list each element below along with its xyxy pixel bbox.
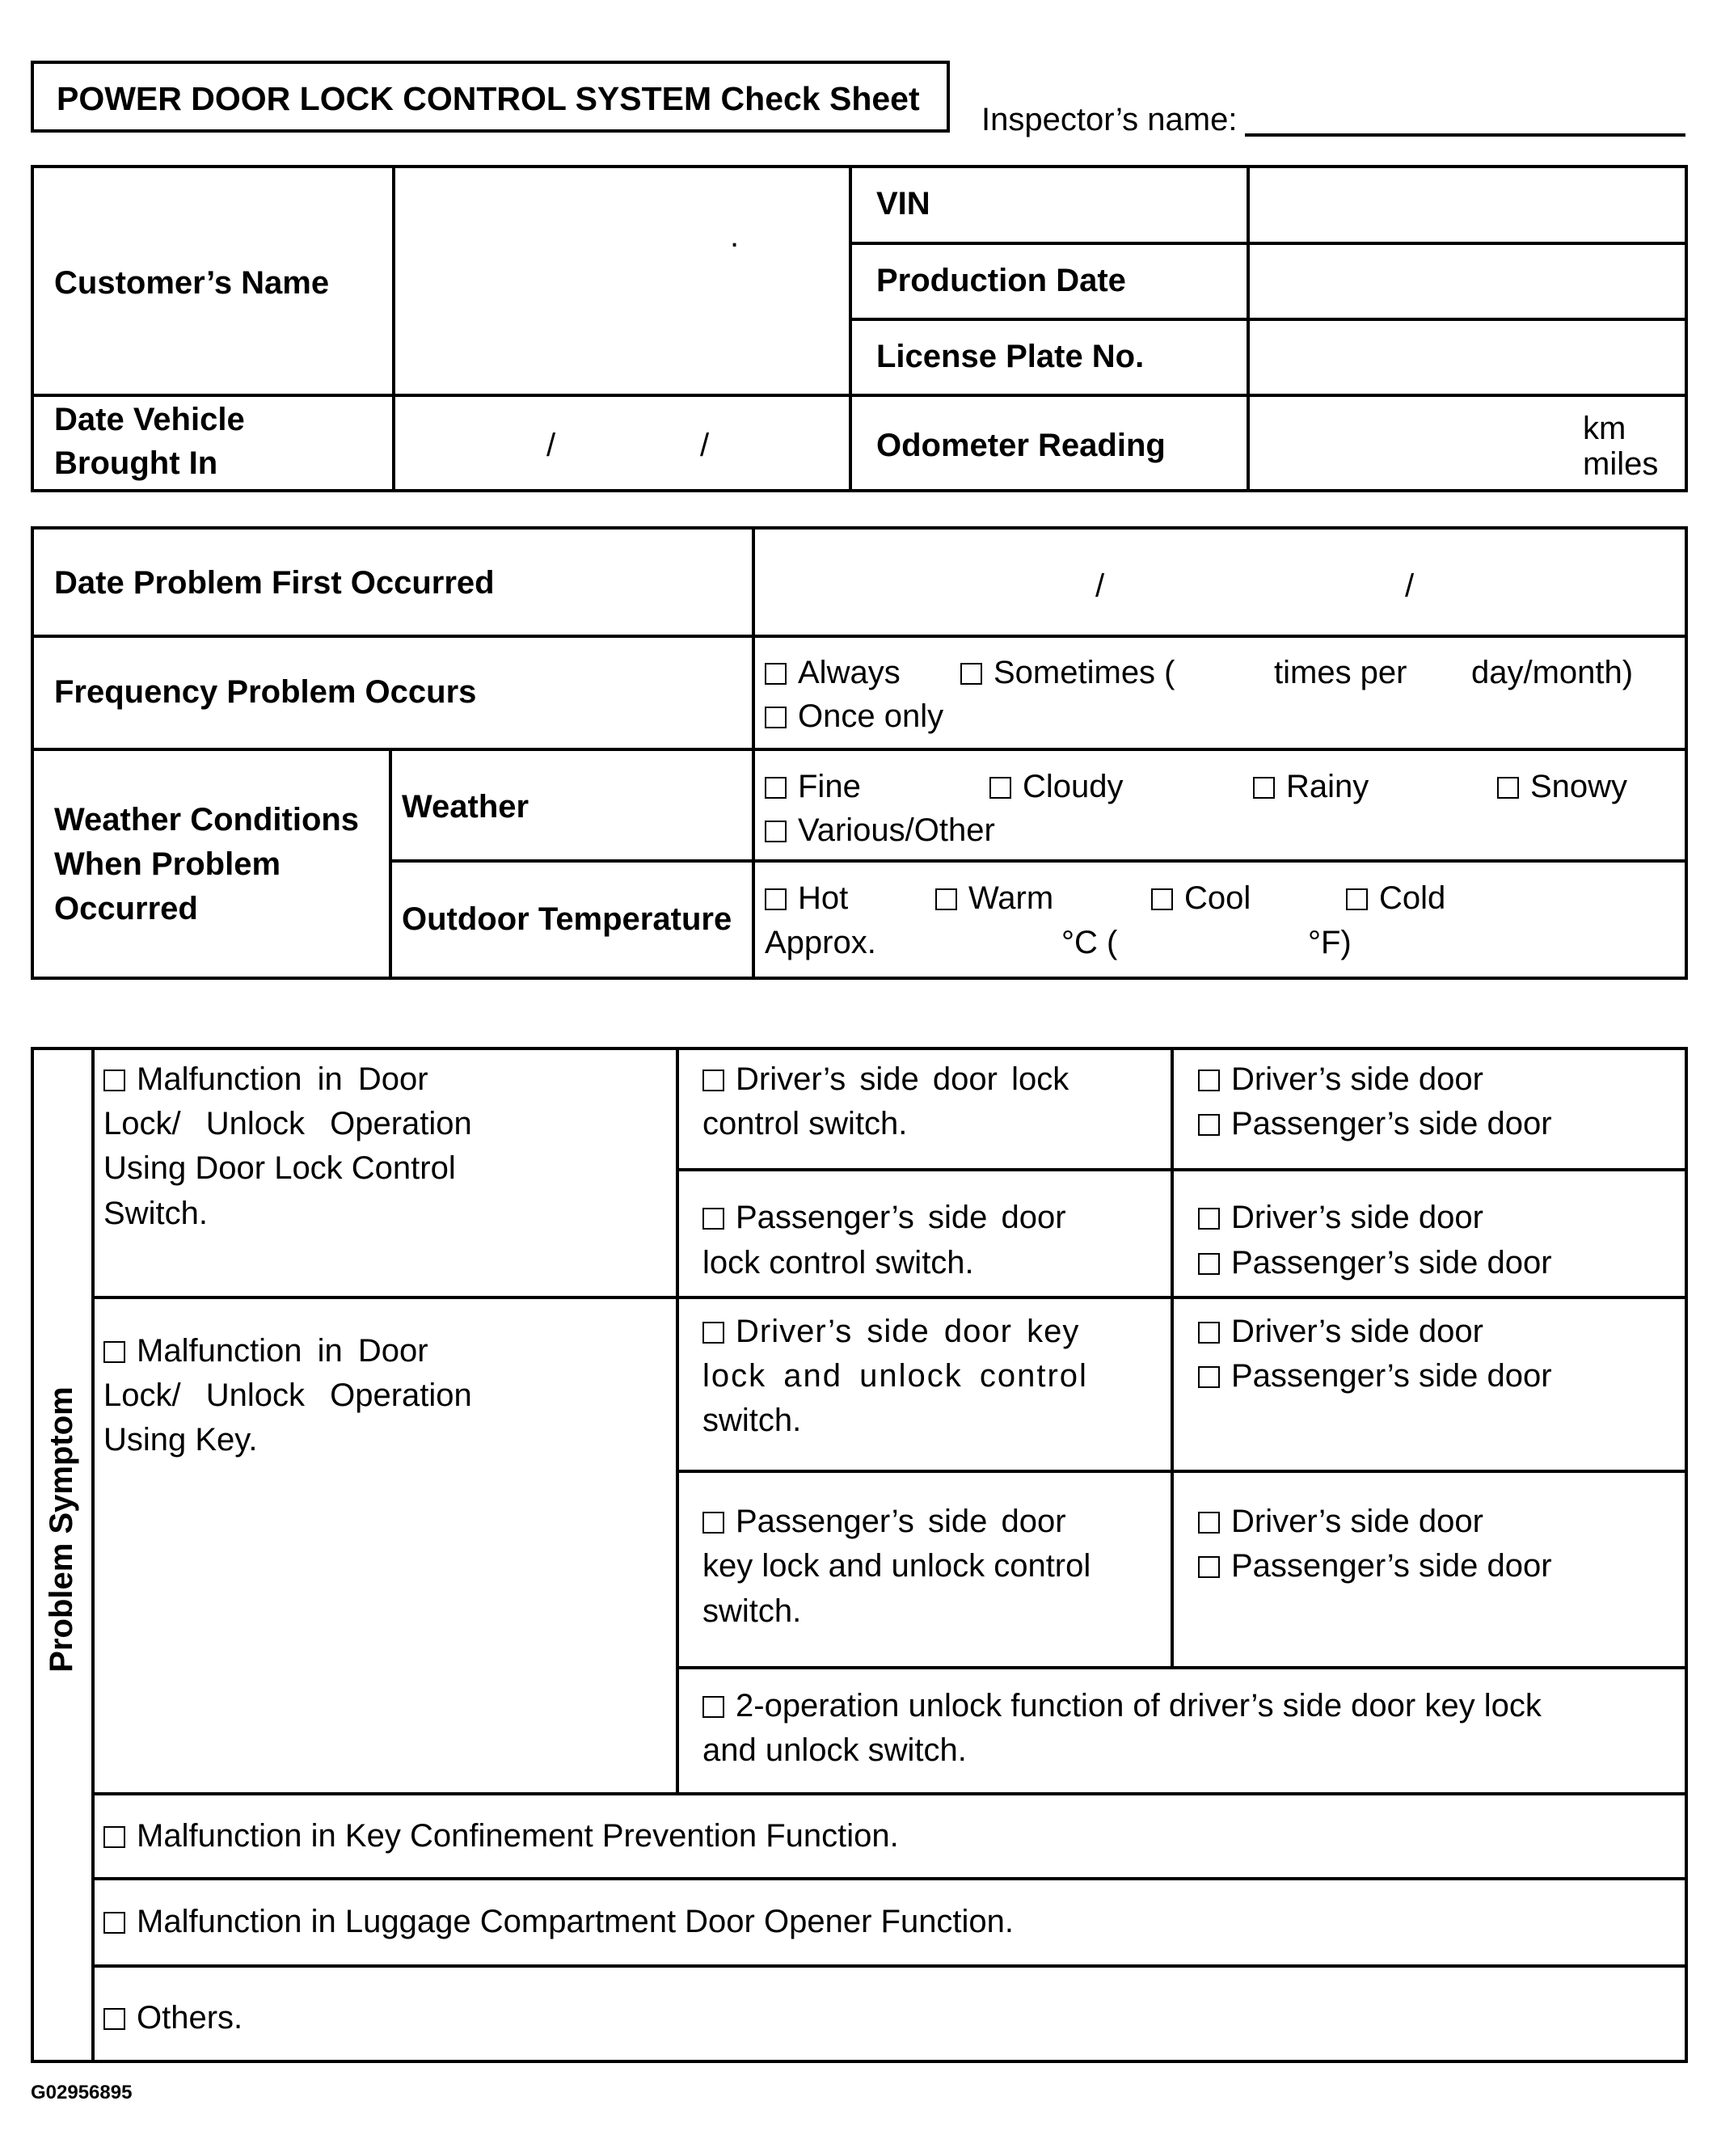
freq-always-option[interactable]: Always (765, 656, 901, 689)
checkbox[interactable] (1198, 1322, 1220, 1344)
figure-code: G02956895 (31, 2082, 133, 2103)
driver-door-option[interactable]: Driver’s side door (1198, 1315, 1483, 1348)
passenger-door-option[interactable]: Passenger’s side door (1198, 1550, 1552, 1582)
checkbox[interactable] (1198, 1556, 1220, 1578)
symptom-text: and unlock switch. (702, 1732, 967, 1768)
inspector-name-field[interactable] (1245, 133, 1685, 137)
freq-day-month-label: day/month) (1471, 655, 1634, 690)
vin-field[interactable] (1250, 168, 1685, 242)
weather-various-option[interactable]: Various/Other (765, 814, 995, 846)
passenger-door-option[interactable]: Passenger’s side door (1198, 1360, 1552, 1392)
checkbox[interactable] (765, 821, 787, 842)
passenger-door-option[interactable]: Passenger’s side door (1198, 1108, 1552, 1140)
checkbox[interactable] (103, 1826, 125, 1848)
weather-snowy-option[interactable]: Snowy (1497, 770, 1627, 803)
checkbox[interactable] (765, 707, 787, 728)
license-plate-label: License Plate No. (876, 339, 1145, 374)
checkbox[interactable] (103, 1341, 125, 1363)
checkbox[interactable] (1497, 777, 1519, 799)
unit-miles: miles (1583, 446, 1659, 482)
symptom-text: lock control switch. (702, 1245, 974, 1281)
date-separator: / (700, 428, 710, 463)
symptom-text: Switch. (103, 1196, 208, 1231)
key-operation-malfunction-option[interactable]: Malfunction in Door (103, 1335, 428, 1367)
checkbox[interactable] (1198, 1512, 1220, 1534)
others-option[interactable]: Others. (103, 2002, 243, 2034)
weather-cloudy-option[interactable]: Cloudy (989, 770, 1124, 803)
door-lock-switch-malfunction-option[interactable]: Malfunction in Door (103, 1063, 428, 1095)
checkbox[interactable] (702, 1512, 724, 1534)
problem-symptom-label: Problem Symptom (44, 1386, 79, 1673)
freq-once-option[interactable]: Once only (765, 700, 943, 732)
checkbox[interactable] (103, 1912, 125, 1934)
date-separator: / (1405, 568, 1415, 604)
checkbox[interactable] (765, 663, 787, 685)
checkbox[interactable] (765, 777, 787, 799)
symptom-text: control switch. (702, 1106, 908, 1141)
production-date-label: Production Date (876, 263, 1126, 298)
odometer-label: Odometer Reading (876, 428, 1166, 463)
symptom-text: key lock and unlock control (702, 1548, 1091, 1584)
checkbox[interactable] (1198, 1253, 1220, 1275)
luggage-opener-option[interactable]: Malfunction in Luggage Compartment Door Opener Function. (103, 1905, 1014, 1938)
frequency-label: Frequency Problem Occurs (54, 674, 477, 710)
checkbox[interactable] (702, 1208, 724, 1230)
temp-fahrenheit-label: °F) (1308, 925, 1352, 960)
checkbox[interactable] (702, 1322, 724, 1344)
checkbox[interactable] (1198, 1070, 1220, 1091)
driver-door-option[interactable]: Driver’s side door (1198, 1505, 1483, 1538)
customer-name-field[interactable] (395, 168, 849, 394)
checkbox[interactable] (1198, 1208, 1220, 1230)
checkbox[interactable] (935, 888, 957, 910)
checkbox[interactable] (103, 1070, 125, 1091)
key-confinement-option[interactable]: Malfunction in Key Confinement Prevention Function. (103, 1820, 899, 1852)
driver-door-option[interactable]: Driver’s side door (1198, 1063, 1483, 1095)
license-plate-field[interactable] (1250, 321, 1685, 394)
customer-name-mark: . (730, 218, 740, 254)
date-brought-in-label-1: Date Vehicle (54, 402, 245, 437)
driver-lock-switch-option[interactable]: Driver’s side door lock (702, 1063, 1069, 1095)
freq-sometimes-option[interactable]: Sometimes ( (960, 656, 1175, 689)
checkbox[interactable] (702, 1070, 724, 1091)
temp-approx-label: Approx. (765, 925, 876, 960)
checkbox[interactable] (989, 777, 1011, 799)
conditions-label-1: Weather Conditions (54, 802, 360, 838)
temp-cold-option[interactable]: Cold (1346, 882, 1445, 914)
symptom-text: Using Door Lock Control (103, 1150, 456, 1186)
outdoor-temperature-label: Outdoor Temperature (402, 901, 732, 937)
checkbox[interactable] (765, 888, 787, 910)
weather-fine-option[interactable]: Fine (765, 770, 861, 803)
temp-hot-option[interactable]: Hot (765, 882, 848, 914)
freq-times-per-label: times per (1274, 655, 1407, 690)
temp-celsius-label: °C ( (1061, 925, 1118, 960)
symptom-text: lock and unlock control (702, 1358, 1088, 1394)
date-separator: / (1095, 568, 1105, 604)
two-operation-unlock-option[interactable]: 2-operation unlock function of driver’s side door key lock (702, 1690, 1542, 1722)
conditions-label-3: Occurred (54, 891, 198, 926)
checkbox[interactable] (103, 2008, 125, 2030)
checkbox[interactable] (1198, 1114, 1220, 1136)
passenger-key-switch-option[interactable]: Passenger’s side door (702, 1505, 1066, 1538)
symptom-text: switch. (702, 1403, 802, 1438)
date-brought-in-field[interactable] (395, 397, 849, 489)
checkbox[interactable] (702, 1696, 724, 1718)
date-brought-in-label-2: Brought In (54, 445, 218, 481)
checkbox[interactable] (1253, 777, 1275, 799)
passenger-lock-switch-option[interactable]: Passenger’s side door (702, 1201, 1066, 1234)
conditions-label-2: When Problem (54, 846, 281, 882)
checkbox[interactable] (1151, 888, 1173, 910)
page-title: POWER DOOR LOCK CONTROL SYSTEM Check Sheet (57, 80, 920, 117)
symptom-text: switch. (702, 1593, 802, 1629)
inspector-label: Inspector’s name: (981, 102, 1238, 137)
vin-label: VIN (876, 186, 930, 222)
checkbox[interactable] (1346, 888, 1368, 910)
driver-door-option[interactable]: Driver’s side door (1198, 1201, 1483, 1234)
symptom-text: Lock/ Unlock Operation (103, 1378, 472, 1413)
driver-key-switch-option[interactable]: Driver’s side door key (702, 1315, 1079, 1348)
checkbox[interactable] (960, 663, 982, 685)
date-separator: / (546, 428, 556, 463)
weather-label: Weather (402, 789, 529, 825)
unit-km: km (1583, 411, 1626, 446)
symptom-text: Using Key. (103, 1422, 258, 1458)
checkbox[interactable] (1198, 1366, 1220, 1388)
date-first-occurred-label: Date Problem First Occurred (54, 565, 495, 601)
weather-rainy-option[interactable]: Rainy (1253, 770, 1369, 803)
production-date-field[interactable] (1250, 245, 1685, 318)
temp-cool-option[interactable]: Cool (1151, 882, 1251, 914)
date-first-occurred-field[interactable] (755, 530, 1685, 635)
customer-name-label: Customer’s Name (54, 265, 330, 301)
symptom-text: Lock/ Unlock Operation (103, 1106, 472, 1141)
temp-warm-option[interactable]: Warm (935, 882, 1053, 914)
passenger-door-option[interactable]: Passenger’s side door (1198, 1247, 1552, 1279)
